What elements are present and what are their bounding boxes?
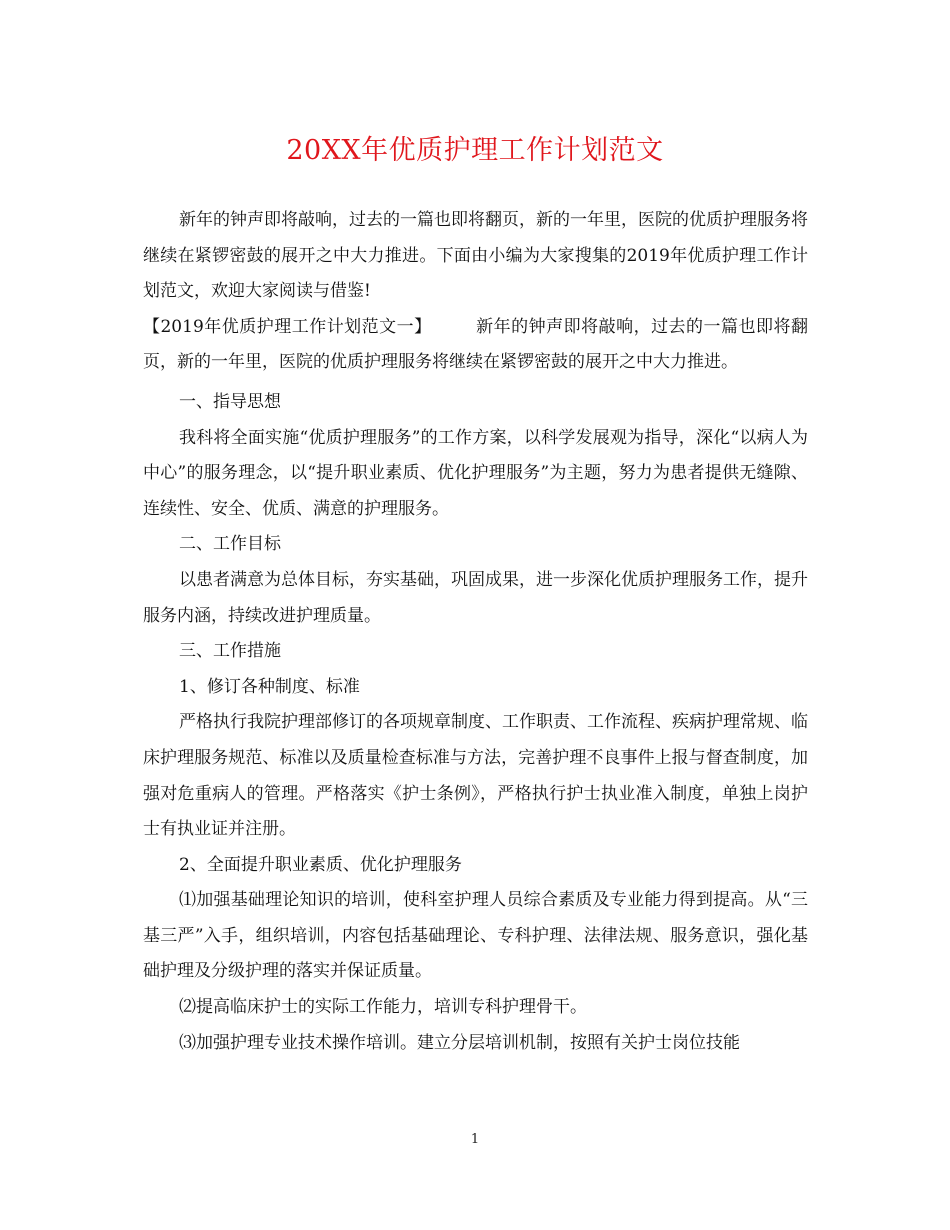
section-paragraph — [143, 310, 808, 381]
section-intro: 新年的钟声即将敲响，过去的一篇也即将翻页，新的一年里，医院的优质护理服务将继续在紧锣密鼓的展开之中大力推进。 — [143, 316, 809, 373]
heading-guiding-ideology: 一、指导思想 — [179, 391, 281, 412]
subheading-improve-quality: 2、全面提升职业素质、优化护理服务 — [179, 854, 462, 875]
intro-paragraph: 新年的钟声即将敲响，过去的一篇也即将翻页，新的一年里，医院的优质护理服务将继续在紧锣密鼓的展开之中大力推进。下面由小编为大家搜集的2019年优质护理工作计划范文，欢迎大家阅读与借鉴! — [143, 210, 808, 302]
paragraph-training-basics: ⑴加强基础理论知识的培训，使科室护理人员综合素质及专业能力得到提高。从“三基三严”入手，组织培训，内容包括基础理论、专科护理、法律法规、服务意识，强化基础护理及分级护理的落实并保证质量。 — [143, 890, 808, 982]
paragraph-guiding-ideology: 我科将全面实施“优质护理服务”的工作方案，以科学发展观为指导，深化“以病人为中心”的服务理念，以“提升职业素质、优化护理服务”为主题，努力为患者提供无缝隙、连续性、安全、优质、满意的护理服务。 — [143, 427, 808, 519]
paragraph-work-goals: 以患者满意为总体目标，夯实基础，巩固成果，进一步深化优质护理服务工作，提升服务内涵，持续改进护理质量。 — [143, 569, 808, 626]
heading-work-goals: 二、工作目标 — [179, 534, 281, 555]
document-title: 20XX年优质护理工作计划范文 — [286, 135, 664, 166]
document-body — [143, 203, 808, 1061]
section-heading: 【2019年优质护理工作计划范文一】 — [143, 316, 432, 337]
paragraph-clinical-ability: ⑵提高临床护士的实际工作能力，培训专科护理骨干。 — [179, 997, 587, 1018]
page-number: 1 — [470, 1132, 480, 1147]
heading-work-measures: 三、工作措施 — [179, 641, 281, 662]
paragraph-revise-standards: 严格执行我院护理部修订的各项规章制度、工作职责、工作流程、疾病护理常规、临床护理服务规范、标准以及质量检查标准与方法，完善护理不良事件上报与督查制度，加强对危重病人的管理。严格落实《护士条例》，严格执行护士执业准入制度，单独上岗护士有执业证并注册。 — [143, 712, 808, 840]
paragraph-technical-training: ⑶加强护理专业技术操作培训。建立分层培训机制，按照有关护士岗位技能 — [179, 1032, 740, 1053]
subheading-revise-standards: 1、修订各种制度、标准 — [179, 676, 360, 697]
